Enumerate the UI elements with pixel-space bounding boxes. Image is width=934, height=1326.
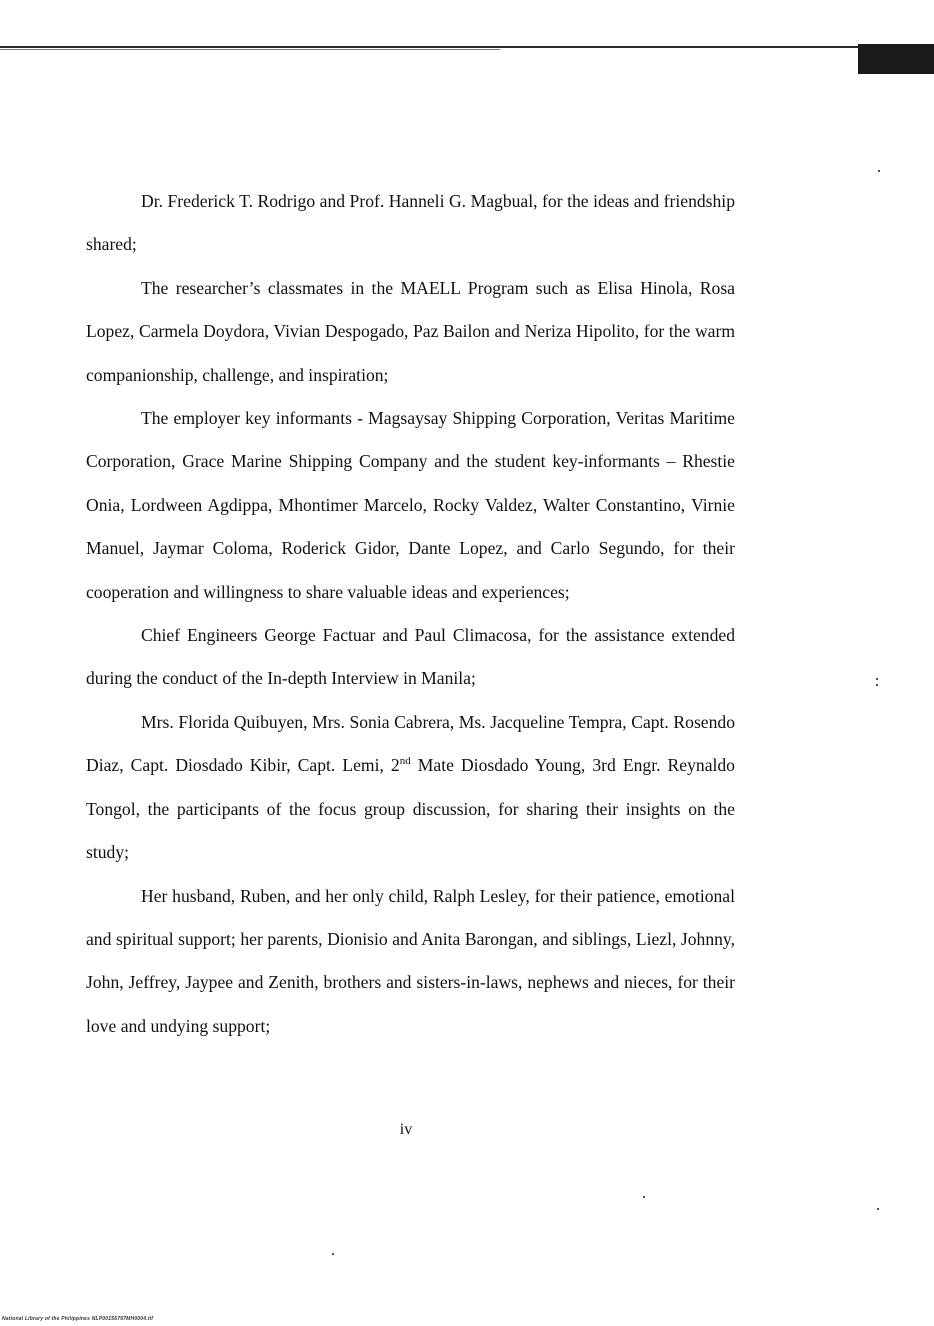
paragraph-focus-group [86, 701, 735, 875]
paragraph-rodrigo-magbual: Dr. Frederick T. Rodrigo and Prof. Hanneli G. Magbual, for the ideas and friendship shared; [86, 191, 735, 255]
scan-edge-line-faint [0, 49, 500, 50]
scan-edge-line [0, 46, 860, 48]
paragraph-classmates: The researcher’s classmates in the MAELL Program such as Elisa Hinola, Rosa Lopez, Carmela Doydora, Vivian Despogado, Paz Bailon and Neriza Hipolito, for the warm companionship, challenge, and inspiration; [86, 277, 735, 385]
paragraph-family: Her husband, Ruben, and her only child, Ralph Lesley, for their patience, emotional and spiritual support; her parents, Dionisio and Anita Barongan, and siblings, Liezl, Johnny, John, Jeffrey, Jaypee and Zenith, brothers and sisters-in-laws, nephews and nieces, for their love and undying support; [86, 885, 735, 1036]
paragraph-chief-engineers: Chief Engineers George Factuar and Paul Climacosa, for the assistance extended during the conduct of the In-depth Interview in Manila; [86, 625, 735, 689]
scan-speck [332, 1253, 334, 1255]
scan-speck [876, 684, 878, 686]
focus-group-text-start: Mrs. Florida Quibuyen, Mrs. Sonia Cabrera, Ms. Jacqueline Tempra, Capt. Rosendo Diaz, Capt. Diosdado Kibir, Capt. Lemi, 2 [86, 711, 735, 776]
scan-speck [878, 170, 880, 172]
paragraph-key-informants: The employer key informants - Magsaysay Shipping Corporation, Veritas Maritime Corporation, Grace Marine Shipping Company and the student key-informants – Rhestie Onia, Lordween Agdippa, Mhontimer Marcelo, Rocky Valdez, Walter Constantino, Virnie Manuel, Jaymar Coloma, Roderick Gidor, Dante Lopez, and Carlo Segundo, for their cooperation and willingness to share valuable ideas and experiences; [86, 408, 735, 602]
scan-speck [876, 678, 878, 680]
focus-group-text-end: Mate Diosdado Young, 3rd Engr. Reynaldo Tongol, the participants of the focus group discussion, for sharing their insights on the study; [86, 755, 735, 863]
scan-speck [877, 1208, 879, 1210]
scan-corner-mark [858, 44, 934, 74]
archive-footer-stamp: National Library of the Philippines NLP00156767MH0004.tif [2, 1316, 154, 1322]
page-number: iv [399, 1121, 413, 1138]
ordinal-suffix: nd [399, 755, 411, 768]
scan-speck [643, 1196, 645, 1198]
acknowledgment-body [86, 180, 735, 1048]
